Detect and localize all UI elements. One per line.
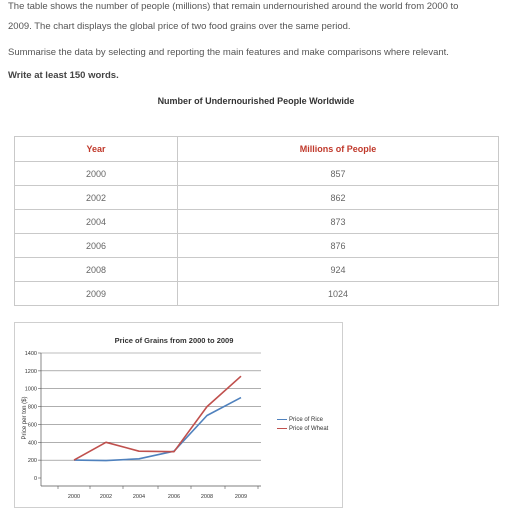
y-tick-label: 1000 xyxy=(24,386,37,393)
x-tick-label: 2000 xyxy=(67,494,81,500)
year-cell: 2002 xyxy=(15,186,178,210)
legend-swatch xyxy=(277,428,287,430)
legend-item xyxy=(277,415,328,424)
x-tick-label: 2006 xyxy=(167,494,181,500)
year-cell: 2008 xyxy=(15,258,178,282)
y-tick-label: 800 xyxy=(27,404,37,411)
y-tick-label: 1400 xyxy=(24,351,37,357)
task-text-line-1: The table shows the number of people (millions) that remain undernourished around the world from 2000 to xyxy=(8,1,459,12)
grain-price-chart xyxy=(14,322,343,508)
x-tick-label: 2002 xyxy=(99,494,113,500)
value-cell: 862 xyxy=(178,186,499,210)
task-text-line-2: 2009. The chart displays the global price of two food grains over the same period. xyxy=(8,21,351,32)
task-instruction: Summarise the data by selecting and reporting the main features and make comparisons where relevant. xyxy=(8,47,449,58)
table-row xyxy=(15,282,499,306)
value-cell: 1024 xyxy=(178,282,499,306)
legend-label: Price of Wheat xyxy=(289,425,329,432)
value-cell: 873 xyxy=(178,210,499,234)
x-tick-label: 2008 xyxy=(200,494,214,500)
legend-swatch xyxy=(277,419,287,421)
table-row xyxy=(15,186,499,210)
table-row xyxy=(15,210,499,234)
value-cell: 876 xyxy=(178,234,499,258)
x-tick-label: 2004 xyxy=(132,494,146,500)
table-row xyxy=(15,234,499,258)
value-cell: 924 xyxy=(178,258,499,282)
column-header-millions: Millions of People xyxy=(178,137,499,162)
value-cell: 857 xyxy=(178,162,499,186)
table-row xyxy=(15,258,499,282)
x-tick-label: 2009 xyxy=(234,494,248,500)
table-title: Number of Undernourished People Worldwide xyxy=(157,96,355,106)
chart-title: Price of Grains from 2000 to 2009 xyxy=(114,336,234,345)
y-tick-label: 600 xyxy=(27,422,37,429)
undernourished-table xyxy=(14,136,499,306)
y-tick-label: 0 xyxy=(33,476,37,482)
y-tick-label: 400 xyxy=(27,440,37,447)
legend-label: Price of Rice xyxy=(289,416,324,423)
table-row xyxy=(15,162,499,186)
axes xyxy=(25,351,261,500)
table-header-row xyxy=(15,137,499,162)
y-tick-label: 1200 xyxy=(24,368,37,375)
year-cell: 2000 xyxy=(15,162,178,186)
chart-legend xyxy=(277,415,328,433)
y-axis-label: Price per ton ($) xyxy=(22,396,28,440)
y-tick-label: 200 xyxy=(27,458,37,465)
grid-lines xyxy=(41,353,261,460)
legend-item xyxy=(277,424,328,433)
year-cell: 2004 xyxy=(15,210,178,234)
column-header-year: Year xyxy=(15,137,178,162)
year-cell: 2009 xyxy=(15,282,178,306)
year-cell: 2006 xyxy=(15,234,178,258)
word-count-instruction: Write at least 150 words. xyxy=(8,70,119,81)
